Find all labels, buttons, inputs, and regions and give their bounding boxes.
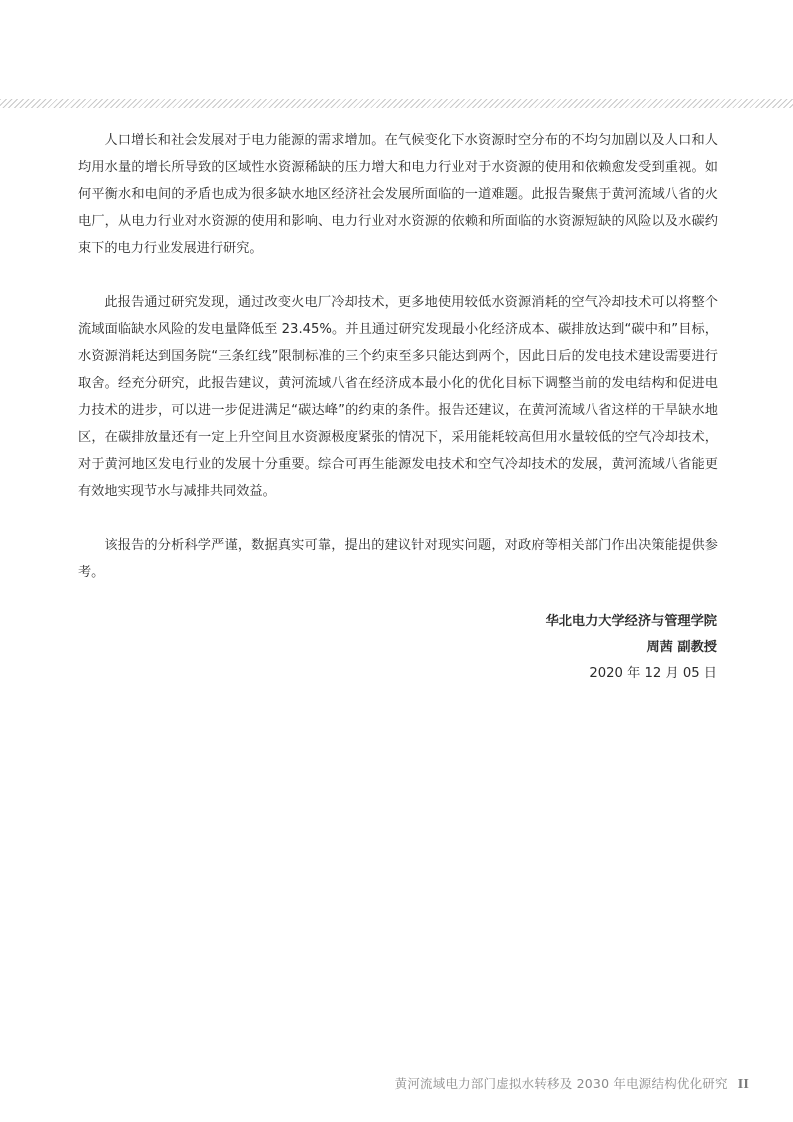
- signature-institution: 华北电力大学经济与管理学院: [545, 614, 717, 629]
- body-text: [78, 127, 718, 586]
- paragraph-3: 该报告的分析科学严谨，数据真实可靠，提出的建议针对现实问题，对政府等相关部门作出决策能提供参考。: [78, 538, 718, 580]
- signature-date: 2020 年 12 月 05 日: [589, 666, 717, 681]
- footer-title: 黄河流域电力部门虚拟水转移及 2030 年电源结构优化研究: [394, 1076, 728, 1091]
- signature-block: [546, 609, 717, 687]
- signature-author: 周茜 副教授: [646, 640, 717, 655]
- page-number: II: [737, 1077, 749, 1092]
- header-hatch-band: [0, 99, 793, 108]
- paragraph-1: 人口增长和社会发展对于电力能源的需求增加。在气候变化下水资源时空分布的不均匀加剧以及人口和人均用水量的增长所导致的区域性水资源稀缺的压力增大和电力行业对于水资源的使用和依赖愈发受到重视。如何平衡水和电间的矛盾也成为很多缺水地区经济社会发展所面临的一道难题。此报告聚焦于黄河流域八省的火电厂，从电力行业对水资源的使用和影响、电力行业对水资源的依赖和所面临的水资源短缺的风险以及水碳约束下的电力行业发展进行研究。: [78, 133, 718, 256]
- page-footer: [395, 1074, 749, 1093]
- paragraph-2: 此报告通过研究发现，通过改变火电厂冷却技术，更多地使用较低水资源消耗的空气冷却技术可以将整个流域面临缺水风险的发电量降低至 23.45%。并且通过研究发现最小化经济成本、碳排放达到“碳中和”目标，水资源消耗达到国务院“三条红线”限制标准的三个约束至多只能达到两个，因此日后的发电技术建设需要进行取舍。经充分研究，此报告建议，黄河流域八省在经济成本最小化的优化目标下调整当前的发电结构和促进电力技术的进步，可以进一步促进满足“碳达峰”的约束的条件。报告还建议，在黄河流域八省这样的干旱缺水地区，在碳排放量还有一定上升空间且水资源极度紧张的情况下，采用能耗较高但用水量较低的空气冷却技术，对于黄河地区发电行业的发展十分重要。综合可再生能源发电技术和空气冷却技术的发展，黄河流域八省能更有效地实现节水与减排共同效益。: [78, 295, 718, 499]
